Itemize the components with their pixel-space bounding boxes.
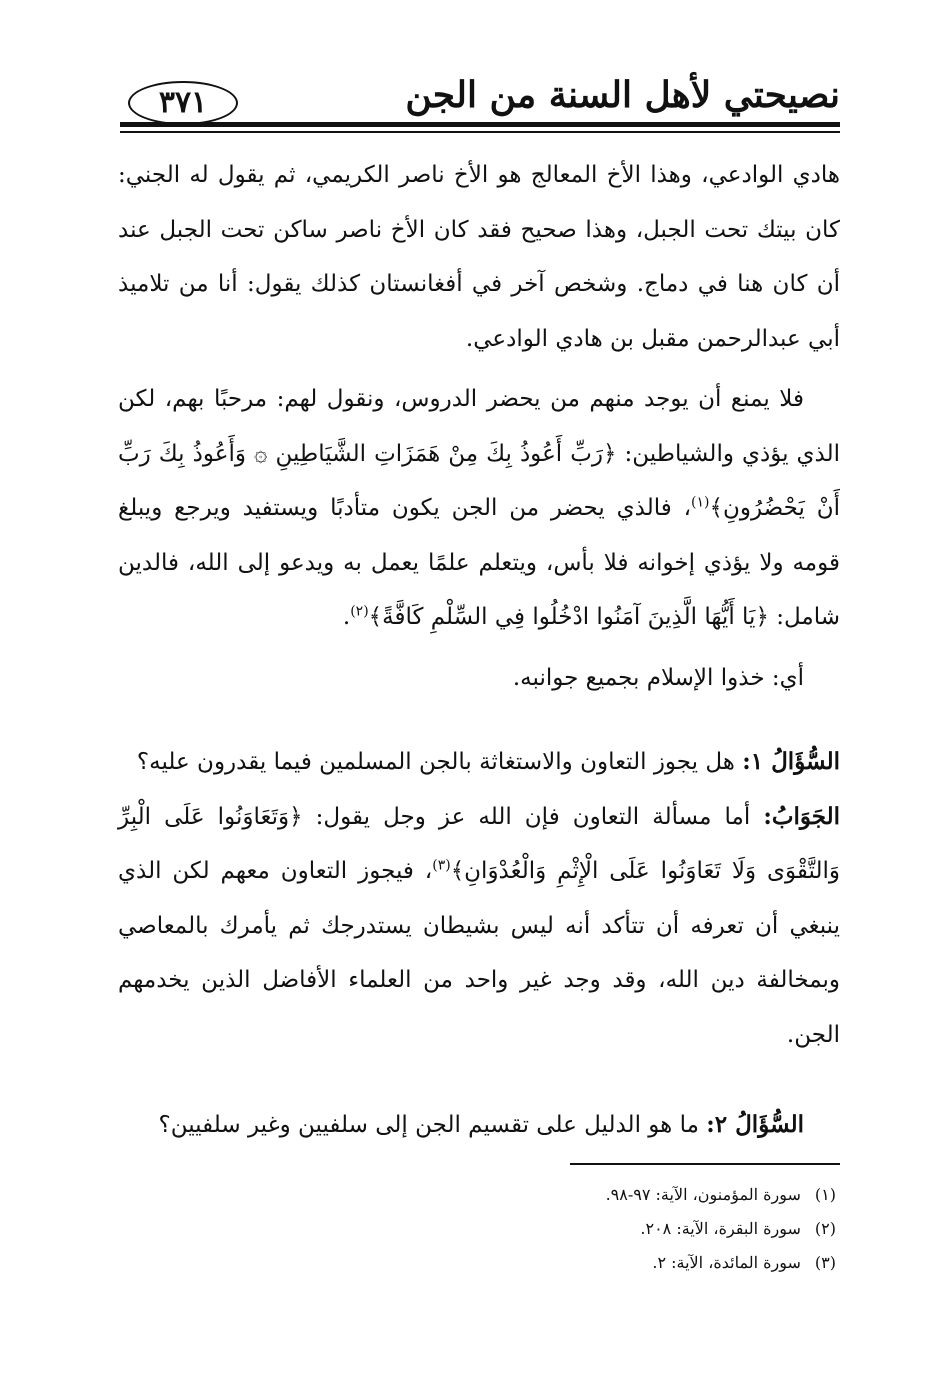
paragraph-2 [118,372,840,645]
footnote-number: (٢) [814,1219,836,1238]
paragraph-1: هادي الوادعي، وهذا الأخ المعالج هو الأخ ناصر الكريمي، ثم يقول له الجني: كان بيتك تحت الجبل، وهذا صحيح فقد كان الأخ ناصر ساكن تحت الجبل عند أن كان هنا في دماج. وشخص آخر في أفغانستان كذلك يقول: أنا من تلاميذ أبي عبدالرحمن مقبل بن هادي الوادعي. [118,162,840,352]
footnote-number: (١) [814,1185,836,1204]
paragraph-3: أي: خذوا الإسلام بجميع جوانبه. [512,664,804,691]
footnote-text: سورة البقرة، الآية: ٢٠٨. [640,1219,801,1238]
question-1-label: السُّؤَالُ ١: [742,748,840,775]
answer-1-part-b: ، فيجوز التعاون معهم لكن الذي ينبغي أن تعرفه أن تتأكد أنه ليس بشيطان يستدرجك ثم يأمرك بالمعاصي وبمخالفة دين الله، وقد وجد غير واحد من العلماء الأفاضل الذين يخدمهم الجن. [118,858,840,1048]
footnote-number: (٣) [814,1253,836,1272]
paragraph-2-part-b: ، فالذي يحضر من الجن يكون متأدبًا ويستفيد ويرجع ويبلغ قومه ولا يؤذي إخوانه فلا بأس، ويتعلم علمًا يعمل به ويدعو إلى الله، فالدين شامل: ﴿يَا أَيُّهَا الَّذِينَ آمَنُوا ادْخُلُوا فِي السِّلْمِ كَافَّةً﴾ [118,495,840,630]
footnote-ref-3: (٣) [432,857,451,874]
footnote-ref-1: (١) [691,494,710,511]
question-1-text: هل يجوز التعاون والاستغاثة بالجن المسلمين فيما يقدرون عليه؟ [136,749,743,775]
footnote-item [606,1178,836,1212]
answer-1 [118,790,840,1063]
footnote-text: سورة المؤمنون، الآية: ٩٧-٩٨. [605,1185,801,1204]
question-2 [118,1098,840,1153]
page-number: ٣٧١ [158,85,208,120]
footnotes [606,1178,836,1280]
header-rule-thin [120,131,840,133]
header-rule-thick [120,122,840,127]
paragraph-2-part-a: فلا يمنع أن يوجد منهم من يحضر الدروس، ونقول لهم: مرحبًا بهم، لكن الذي يؤذي والشياطين: ﴿رَبِّ أَعُوذُ بِكَ مِنْ هَمَزَاتِ الشَّيَاطِينِ ۞ وَأَعُوذُ بِكَ رَبِّ أَنْ يَحْضُرُونِ﴾ [118,386,840,521]
footnote-separator [570,1163,840,1165]
footnote-item [606,1212,836,1246]
question-1 [118,735,840,790]
page-number-badge [128,81,238,125]
footnote-item [606,1246,836,1280]
footnote-ref-2: (٢) [350,603,369,620]
answer-1-label: الجَوَابُ: [763,802,840,830]
paragraph-2-end: . [342,604,351,630]
answer-1-part-a: أما مسألة التعاون فإن الله عز وجل يقول: ﴿وَتَعَاوَنُوا عَلَى الْبِرِّ وَالتَّقْوَى وَلَا تَعَاوَنُوا عَلَى الْإِثْمِ وَالْعُدْوَانِ﴾ [118,803,840,884]
running-header-title: نصيحتي لأهل السنة من الجن [405,74,840,116]
page-body [118,148,840,1153]
question-2-text: ما هو الدليل على تقسيم الجن إلى سلفيين وغير سلفيين؟ [158,1112,707,1138]
question-2-label: السُّؤَالُ ٢: [706,1111,804,1138]
footnote-text: سورة المائدة، الآية: ٢. [652,1253,801,1272]
